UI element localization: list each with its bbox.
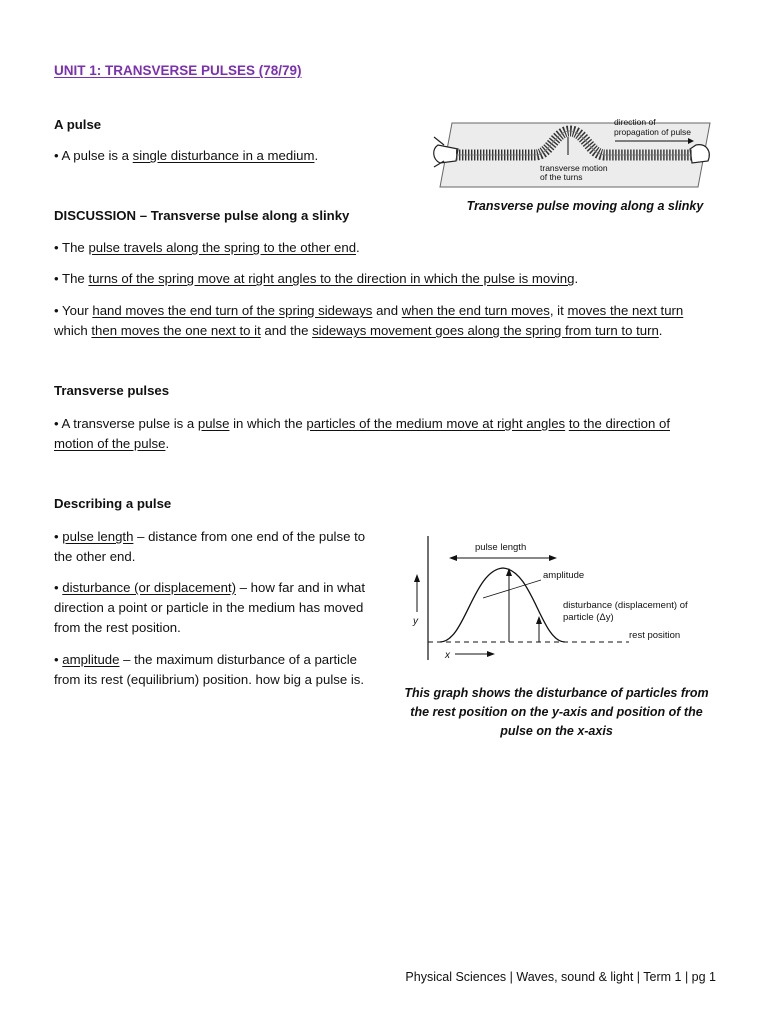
underlined-term: motion of the pulse [54, 436, 166, 451]
text: direction a point or particle in the medium has moved [54, 600, 364, 615]
label-amplitude: amplitude [543, 570, 585, 581]
bullet-text: • A transverse pulse is a [54, 416, 198, 431]
underlined-term: single disturbance in a medium [132, 148, 315, 163]
underlined-term: sideways movement goes along the spring from turn to turn [312, 323, 659, 338]
amplitude-leader [483, 580, 541, 598]
section-heading-describing: Describing a pulse [54, 496, 172, 511]
discussion-bullet-3-line1 [54, 301, 683, 321]
graph-caption [404, 684, 709, 741]
arrow-head-icon [449, 555, 457, 561]
underlined-term: pulse travels along the spring to the other end [88, 240, 357, 255]
label-transverse-line2: of the turns [540, 172, 583, 182]
punctuation: . [658, 323, 663, 338]
discussion-bullet-2 [54, 269, 578, 289]
text: and the [260, 323, 313, 338]
bullet: • [54, 529, 63, 544]
punctuation: . [165, 436, 170, 451]
section-heading-discussion: DISCUSSION – Transverse pulse along a slinky [54, 208, 350, 223]
transverse-definition-line1 [54, 414, 670, 434]
bullet: • [54, 652, 63, 667]
text: from its rest (equilibrium) position. how big a pulse is. [54, 672, 365, 687]
underlined-term: when the end turn moves [401, 303, 550, 318]
caption-line: pulse on the x-axis [500, 724, 613, 738]
text: from the rest position. [54, 620, 181, 635]
text: and [372, 303, 402, 318]
arrow-head-icon [549, 555, 557, 561]
arrow-head-icon [487, 651, 495, 657]
transverse-definition-line2 [54, 434, 169, 454]
text: – how far and in what [236, 580, 366, 595]
discussion-bullet-1 [54, 238, 360, 258]
label-y: y [413, 616, 418, 627]
slinky-caption: Transverse pulse moving along a slinky [466, 199, 704, 213]
underlined-term: turns of the spring move at right angles to the direction in which the pulse is moving [88, 271, 575, 286]
underlined-term: disturbance (or displacement) [62, 580, 236, 595]
underlined-term: pulse length [62, 529, 134, 544]
text: – the maximum disturbance of a particle [119, 652, 357, 667]
describing-pulse-length [54, 527, 365, 567]
text: , it [549, 303, 568, 318]
bullet-text: • A pulse is a [54, 148, 133, 163]
left-hand-icon [434, 145, 458, 163]
label-disturbance-line2: particle (Δy) [563, 612, 614, 623]
bullet-text: • The [54, 271, 89, 286]
page-footer: Physical Sciences | Waves, sound & light | Term 1 | pg 1 [405, 970, 716, 984]
underlined-term: amplitude [62, 652, 120, 667]
punctuation: . [574, 271, 579, 286]
section-heading-pulse: A pulse [54, 117, 102, 132]
page-title: UNIT 1: TRANSVERSE PULSES (78/79) [54, 63, 302, 78]
right-hand-icon [690, 145, 709, 163]
underlined-term: moves the next turn [567, 303, 684, 318]
underlined-term: particles of the medium move at right angles [306, 416, 566, 431]
section-heading-transverse: Transverse pulses [54, 383, 170, 398]
label-disturbance-line1: disturbance (displacement) of [563, 600, 688, 611]
discussion-bullet-3-line2 [54, 321, 662, 341]
pulse-definition [54, 146, 318, 166]
bullet: • [54, 580, 63, 595]
left-hand-arrow [434, 137, 444, 145]
text: the other end. [54, 549, 136, 564]
bullet-text: • The [54, 240, 89, 255]
underlined-term: then moves the one next to it [91, 323, 261, 338]
label-pulse-length: pulse length [475, 542, 527, 553]
arrow-head-icon [414, 574, 420, 582]
caption-line: This graph shows the disturbance of particles from [404, 686, 709, 700]
label-rest-position: rest position [629, 630, 681, 641]
label-transverse-line1: transverse motion [540, 163, 608, 173]
caption-line: the rest position on the y-axis and position of the [410, 705, 703, 719]
text: which [54, 323, 92, 338]
punctuation: . [314, 148, 319, 163]
underlined-term: pulse [197, 416, 230, 431]
arrow-head-icon [536, 616, 542, 624]
label-direction-line2: propagation of pulse [614, 127, 692, 137]
bullet-text: • Your [54, 303, 93, 318]
underlined-term: hand moves the end turn of the spring sideways [92, 303, 373, 318]
describing-amplitude [54, 650, 364, 690]
label-direction-line1: direction of [614, 117, 656, 127]
label-x: x [445, 650, 450, 661]
describing-disturbance [54, 578, 365, 638]
text: – distance from one end of the pulse to [133, 529, 366, 544]
text: in which the [229, 416, 307, 431]
punctuation: . [356, 240, 360, 255]
slinky-figure [430, 115, 720, 195]
underlined-term: to the direction of [568, 416, 670, 431]
pulse-graph-figure [405, 520, 715, 668]
